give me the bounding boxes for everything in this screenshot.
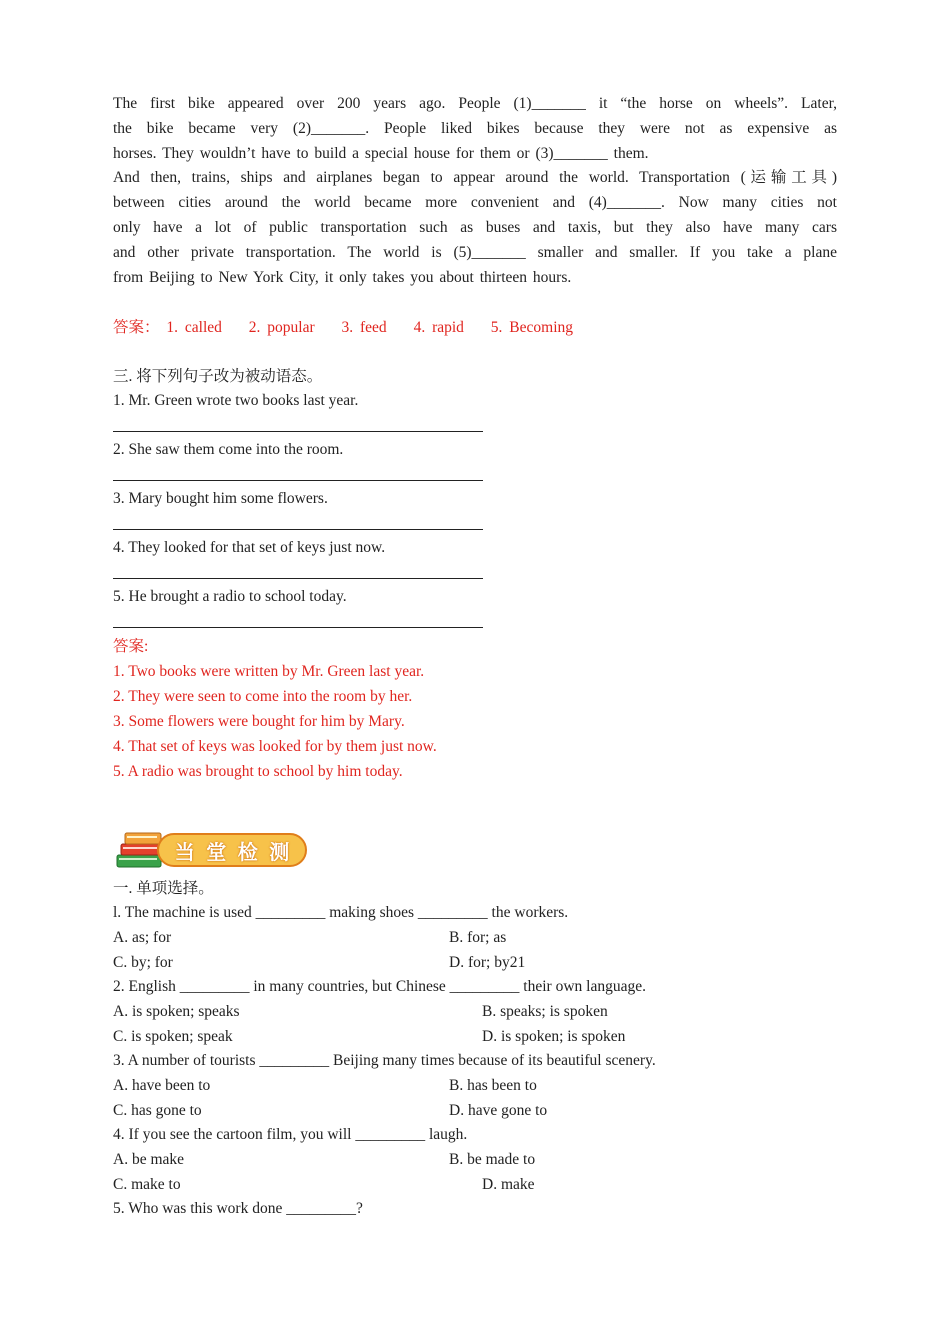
- option[interactable]: D. make: [482, 1176, 535, 1194]
- option[interactable]: B. for; as: [449, 929, 507, 947]
- question: 4. If you see the cartoon film, you will _________ laugh.: [113, 1126, 468, 1144]
- question: 5. Who was this work done _________?: [113, 1200, 363, 1218]
- answer-blank[interactable]: [113, 609, 837, 634]
- answer-item: 4. rapid: [413, 319, 464, 337]
- banner-char: 当: [174, 839, 195, 864]
- multiple-choice-section: [113, 877, 837, 1221]
- passage-line: from Beijing to New York City, it only takes you about thirteen hours.: [113, 268, 572, 286]
- option[interactable]: C. is spoken; speak: [113, 1028, 233, 1046]
- answer-sentence: 4. That set of keys was looked for by them just now.: [113, 738, 437, 756]
- option[interactable]: B. speaks; is spoken: [482, 1003, 608, 1021]
- banner-char: 堂: [206, 839, 227, 864]
- passage-line: the bike became very (2)_______. People liked bikes because they were not as expensive as: [113, 119, 837, 137]
- passage-answers: [113, 316, 837, 340]
- answer-sentence: 5. A radio was brought to school by him today.: [113, 763, 403, 781]
- option[interactable]: D. is spoken; is spoken: [482, 1028, 626, 1046]
- banner-char: 测: [269, 839, 290, 864]
- answer-label: 答案：: [113, 319, 160, 337]
- reading-passage: [113, 92, 837, 290]
- passage-line: and other private transportation. The world is (5)_______ smaller and smaller. If you take a plane: [113, 243, 837, 261]
- question: 3. A number of tourists _________ Beijing many times because of its beautiful scenery.: [113, 1052, 656, 1070]
- answer-sentence: 2. They were seen to come into the room by her.: [113, 688, 413, 706]
- question: 3. Mary bought him some flowers.: [113, 490, 328, 508]
- option[interactable]: A. be make: [113, 1151, 185, 1169]
- answer-blank[interactable]: [113, 560, 837, 585]
- section-banner: [113, 827, 837, 877]
- passage-line: The first bike appeared over 200 years ago. People (1)_______ it “the horse on wheels”. Later,: [113, 95, 837, 112]
- answer-sentence: 3. Some flowers were bought for him by Mary.: [113, 713, 405, 731]
- option[interactable]: A. have been to: [113, 1077, 211, 1095]
- answer-item: 5. Becoming: [490, 319, 574, 337]
- passage-line: only have a lot of public transportation such as buses and taxis, but they also have many cars: [113, 218, 837, 236]
- option[interactable]: C. by; for: [113, 954, 173, 972]
- question: 1. Mr. Green wrote two books last year.: [113, 392, 359, 410]
- option[interactable]: B. be made to: [449, 1151, 536, 1169]
- option[interactable]: A. is spoken; speaks: [113, 1003, 240, 1021]
- answer-item: 1. called: [166, 319, 222, 337]
- worksheet-page: [113, 92, 837, 1221]
- passage-line: And then, trains, ships and airplanes began to appear around the world. Transportation (运输工具): [113, 169, 837, 187]
- answer-blank[interactable]: [113, 462, 837, 487]
- answer-blank[interactable]: [113, 511, 837, 536]
- option[interactable]: C. make to: [113, 1176, 181, 1194]
- answers-label: 答案:: [113, 638, 149, 656]
- question: 5. He brought a radio to school today.: [113, 588, 347, 606]
- section-title: 一. 单项选择。: [113, 880, 214, 898]
- banner-title: [157, 833, 307, 867]
- option[interactable]: D. for; by21: [449, 954, 526, 972]
- banner-char: 检: [237, 839, 258, 864]
- answer-sentence: 1. Two books were written by Mr. Green last year.: [113, 663, 425, 681]
- option[interactable]: C. has gone to: [113, 1102, 202, 1120]
- answer-blank[interactable]: [113, 413, 837, 438]
- question: 2. She saw them come into the room.: [113, 441, 344, 459]
- option[interactable]: D. have gone to: [449, 1102, 548, 1120]
- option[interactable]: B. has been to: [449, 1077, 537, 1095]
- option[interactable]: A. as; for: [113, 929, 172, 947]
- passage-line: between cities around the world became more convenient and (4)_______. Now many cities not: [113, 194, 837, 212]
- question: l. The machine is used _________ making shoes _________ the workers.: [113, 904, 569, 922]
- question: 4. They looked for that set of keys just now.: [113, 539, 386, 557]
- answer-item: 2. popular: [248, 319, 315, 337]
- answer-item: 3. feed: [341, 319, 387, 337]
- passage-line: horses. They wouldn’t have to build a special house for them or (3)_______ them.: [113, 144, 649, 162]
- section-title: 三. 将下列句子改为被动语态。: [113, 368, 323, 386]
- question: 2. English _________ in many countries, but Chinese _________ their own language.: [113, 978, 646, 996]
